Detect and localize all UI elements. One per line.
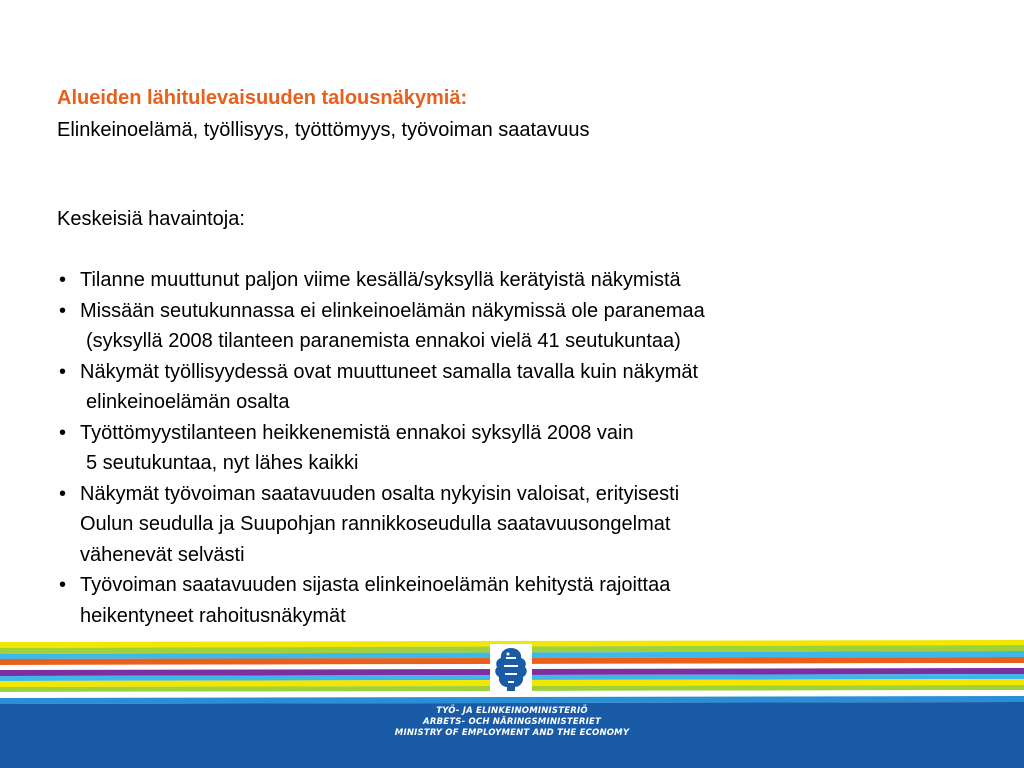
slide-subheading: Elinkeinoelämä, työllisyys, työttömyys, työvoiman saatavuus	[57, 119, 590, 141]
bullet-icon: •	[59, 574, 67, 596]
finding-line: Työttömyystilanteen heikkenemistä ennakoi syksyllä 2008 vain	[80, 421, 634, 444]
ministry-footer	[0, 640, 1024, 768]
finding-line: Tilanne muuttunut paljon viime kesällä/syksyllä kerätyistä näkymistä	[80, 269, 681, 291]
finding-line: Näkymät työvoiman saatavuuden osalta nykyisin valoisat, erityisesti	[80, 482, 680, 505]
ministry-name-sv: ARBETS- OCH NÄRINGSMINISTERIET	[423, 717, 601, 727]
bullet-icon: •	[59, 482, 67, 505]
finding-line: 5 seutukuntaa, nyt lähes kaikki	[86, 452, 359, 474]
findings-list	[57, 265, 705, 631]
slide-heading: Alueiden lähitulevaisuuden talousnäkymiä:	[57, 87, 468, 109]
bullet-icon: •	[59, 421, 67, 444]
bullet-icon: •	[59, 360, 67, 383]
finding-line: elinkeinoelämän osalta	[86, 391, 290, 413]
finding-item	[57, 418, 705, 479]
finding-line: Oulun seudulla ja Suupohjan rannikkoseudulla saatavuusongelmat	[80, 513, 671, 535]
finding-line: Työvoiman saatavuuden sijasta elinkeinoelämän kehitystä rajoittaa	[80, 574, 671, 596]
finding-line: (syksyllä 2008 tilanteen paranemista ennakoi vielä 41 seutukuntaa)	[86, 330, 681, 352]
finding-line: vähenevät selvästi	[80, 543, 245, 566]
bullet-icon: •	[59, 269, 67, 291]
finding-line: Näkymät työllisyydessä ovat muuttuneet samalla tavalla kuin näkymät	[80, 360, 699, 383]
finding-item	[57, 265, 705, 296]
section-label: Keskeisiä havaintoja:	[57, 208, 245, 230]
finding-line: heikentyneet rahoitusnäkymät	[80, 604, 346, 627]
finding-item	[57, 357, 705, 418]
finding-line: Missään seutukunnassa ei elinkeinoelämän näkymissä ole paranemaa	[80, 299, 705, 322]
ministry-name-fi: TYÖ- JA ELINKEINOMINISTERIÖ	[436, 706, 588, 716]
finding-item	[57, 570, 705, 631]
ministry-name	[0, 706, 1024, 739]
bullet-icon: •	[59, 299, 67, 322]
finding-item	[57, 296, 705, 357]
finding-item	[57, 479, 705, 571]
finnish-lion-crest-icon	[486, 644, 536, 694]
ministry-name-en: MINISTRY OF EMPLOYMENT AND THE ECONOMY	[394, 728, 630, 738]
